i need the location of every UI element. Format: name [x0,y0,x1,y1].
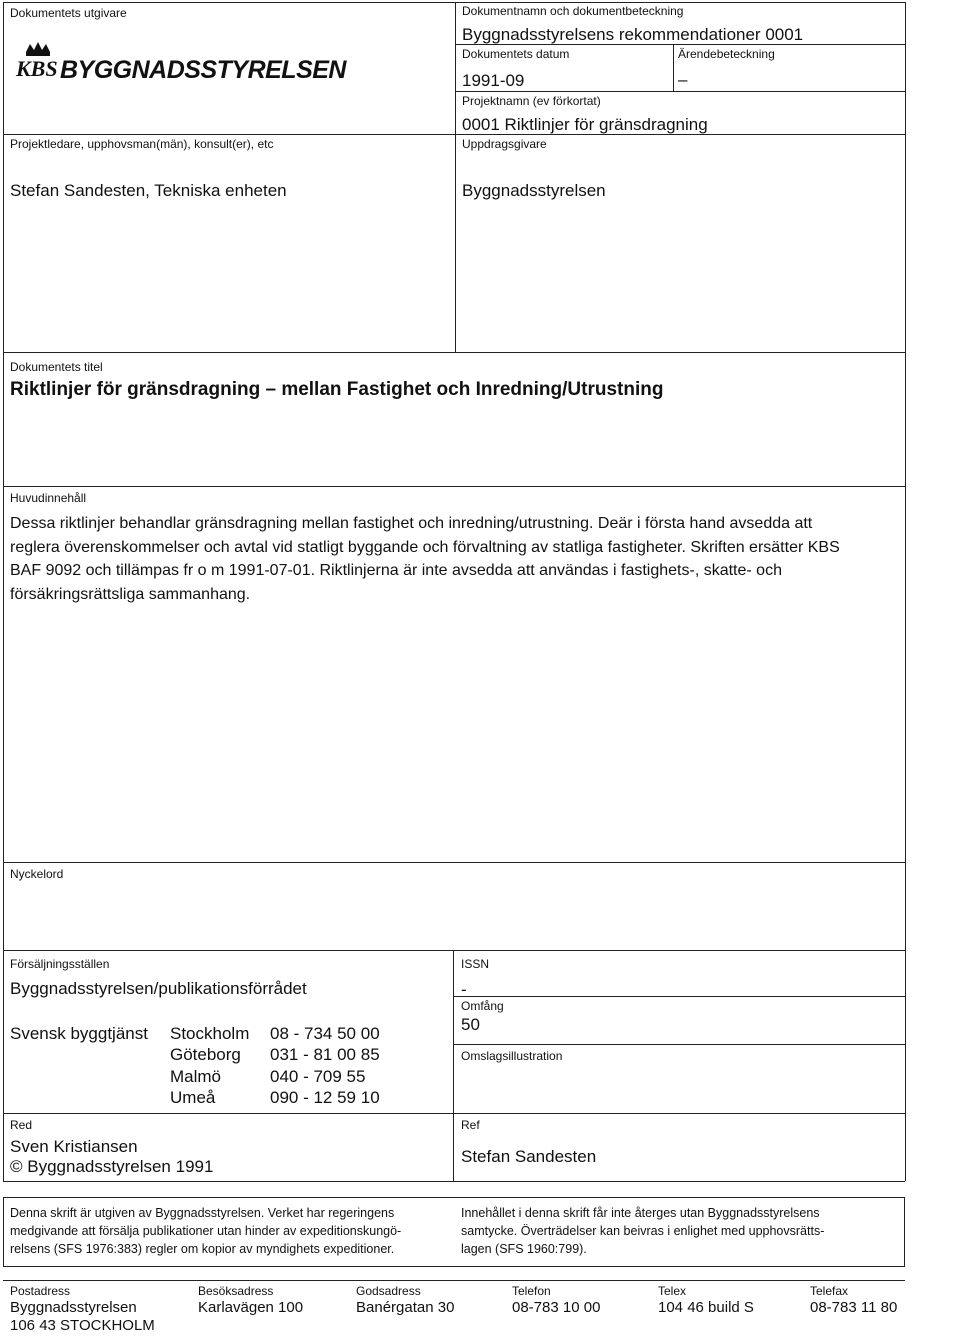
content-line: försäkringsrättsliga sammanhang. [10,585,251,603]
sales-issn-divider [453,950,454,1181]
line-under-project [3,134,905,135]
sales-label: Försäljningsställen [10,957,110,971]
logo-initials: KBS [16,56,58,81]
header-divider [455,2,456,352]
line-above-sales [3,950,905,951]
footer-value: Banérgatan 30 [356,1299,455,1316]
office-phone: 040 - 709 55 [270,1067,366,1086]
notice-line: medgivande att försälja publikationer utan hinder av expeditionskungö- [10,1224,402,1238]
leader-label: Projektledare, upphovsman(män), konsult(er), etc [10,137,274,151]
frame-left [3,2,4,1181]
notice-line: Denna skrift är utgiven av Byggnadsstyrelsen. Verket har regeringens [10,1206,395,1220]
leader-value: Stefan Sandesten, Tekniska enheten [10,181,287,200]
ref-label: Ref [461,1118,480,1132]
logo-name: BYGGNADSSTYRELSEN [60,56,346,84]
issn-label: ISSN [461,957,490,971]
ref-name: Stefan Sandesten [461,1147,597,1166]
case-label: Ärendebeteckning [678,47,775,61]
footer-label: Telefax [810,1284,849,1298]
date-value: 1991-09 [462,71,525,90]
issn-value: - [461,980,467,999]
line-above-footer [3,1280,905,1281]
pages-label: Omfång [461,999,504,1013]
footer-value: 08-783 11 80 [810,1299,898,1316]
notice-line: Innehållet i denna skrift får inte återges utan Byggnadsstyrelsens [461,1206,820,1220]
sales-main: Byggnadsstyrelsen/publikationsförrådet [10,979,307,998]
line-under-issn [453,996,905,997]
client-value: Byggnadsstyrelsen [462,181,606,200]
content-line: Dessa riktlinjer behandlar gränsdragning mellan fastighet och inredning/utrustning. Deär i första hand avsedda att [10,515,813,532]
frame-bottom [3,1181,905,1182]
office-phone: 08 - 734 50 00 [270,1024,380,1043]
notice-line: lagen (SFS 1960:799). [461,1242,587,1256]
content-paragraph [10,512,900,606]
footer-value: Byggnadsstyrelsen [10,1299,137,1316]
line-above-keywords [3,862,905,863]
case-value: – [678,70,688,89]
line-above-red [3,1113,905,1114]
line-above-title [3,352,905,353]
notice-left [10,1204,450,1258]
editor-copyright: © Byggnadsstyrelsen 1991 [10,1157,214,1176]
office-city: Stockholm [170,1024,250,1043]
content-label: Huvudinnehåll [10,491,87,505]
docname-value: Byggnadsstyrelsens rekommendationer 0001 [462,25,804,44]
office-phone: 090 - 12 59 10 [270,1088,380,1107]
editor-name: Sven Kristiansen [10,1137,138,1156]
footer-label: Besöksadress [198,1284,274,1298]
document-title: Riktlinjer för gränsdragning – mellan Fastighet och Inredning/Utrustning [10,379,664,400]
footer-value: 08-783 10 00 [512,1299,601,1316]
notice-right [461,1204,901,1258]
pages-value: 50 [461,1015,480,1034]
office-city: Umeå [170,1088,216,1107]
logo-emblem [14,40,62,86]
title-label: Dokumentets titel [10,360,103,374]
line-under-date [455,91,905,92]
content-line: BAF 9092 och tillämpas fr o m 1991-07-01. Riktlinjerna är inte avsedda att användas i fastighets-, skatte- och [10,562,782,579]
client-label: Uppdragsgivare [462,137,547,151]
content-line: reglera överenskommelser och avtal vid statligt byggande och förvaltning av statliga fastigheter. Skriften ersätter KBS [10,538,840,556]
docname-label: Dokumentnamn och dokumentbeteckning [462,4,684,18]
footer-value: Karlavägen 100 [198,1299,304,1316]
office-city: Göteborg [170,1045,241,1064]
frame-right [905,2,906,1181]
office-city: Malmö [170,1067,222,1086]
project-label: Projektnamn (ev förkortat) [462,94,601,108]
footer-label: Telefon [512,1284,551,1298]
line-above-content [3,486,905,487]
office-phone: 031 - 81 00 85 [270,1045,380,1064]
footer-value: 104 46 build S [658,1299,754,1316]
editor-label: Red [10,1118,33,1132]
project-value: 0001 Riktlinjer för gränsdragning [462,115,708,134]
frame-top [3,2,905,3]
keywords-label: Nyckelord [10,867,64,881]
date-label: Dokumentets datum [462,47,570,61]
cover-label: Omslagsillustration [461,1049,563,1063]
sales-org: Svensk byggtjänst [10,1024,148,1043]
notice-line: samtycke. Överträdelser kan beivras i enlighet med upphovsrätts- [461,1224,825,1238]
footer-label: Postadress [10,1284,71,1298]
notice-line: relsens (SFS 1976:383) regler om kopior av myndighets expeditioner. [10,1242,395,1256]
footer-label: Telex [658,1284,687,1298]
footer-value-2: 106 43 STOCKHOLM [10,1317,155,1334]
footer-label: Godsadress [356,1284,421,1298]
date-case-divider [673,44,674,92]
publisher-label: Dokumentets utgivare [10,6,127,20]
line-under-pages [453,1044,905,1045]
